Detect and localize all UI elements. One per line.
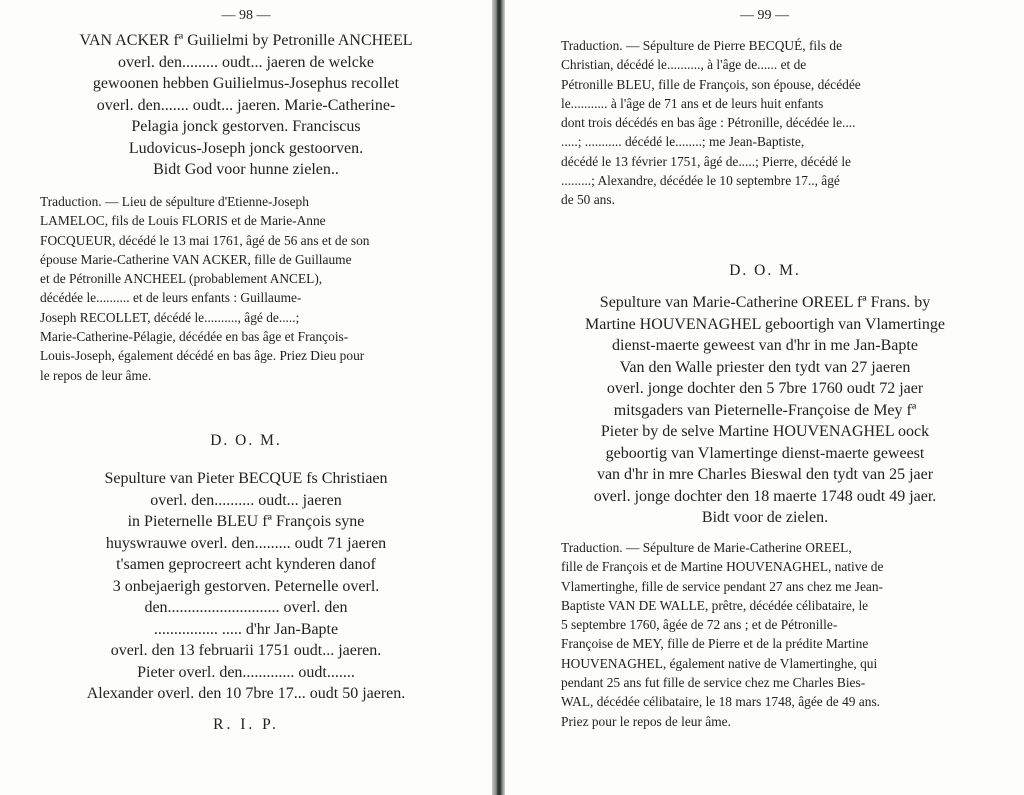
epitaph-line: huyswrauwe overl. den......... oudt 71 jaeren — [105, 534, 387, 552]
dutch-epitaph-2 — [40, 468, 452, 705]
traduction-line: Vlamertinghe, fille de service pendant 27 ans chez me Jean- — [561, 578, 883, 594]
epitaph-line: overl. den......... oudt... jaeren de welcke — [118, 53, 374, 71]
traduction-line: Françoise de MEY, fille de Pierre et de la prédite Martine — [561, 636, 869, 652]
traduction-paragraph-1 — [40, 192, 452, 385]
epitaph-line: overl. den 13 februarii 1751 oudt... jaeren. — [110, 642, 382, 659]
traduction-line: épouse Marie-Catherine VAN ACKER, fille de Guillaume — [40, 251, 352, 267]
dom-heading: D. O. M. — [729, 262, 801, 279]
epitaph-line: Sepulture van Marie-Catherine OREEL fª Frans. by — [599, 294, 931, 311]
traduction-line: dont trois décédés en bas âge : Pétronille, décédée le.... — [561, 115, 856, 131]
epitaph-line: Martine HOUVENAGHEL geboortigh van Vlamertinge — [585, 315, 945, 333]
epitaph-line: Bidt God voor hunne zielen.. — [153, 161, 339, 178]
traduction-line: fille de François et de Martine HOUVENAGHEL, native de — [561, 559, 884, 575]
traduction-line: Traduction. — Sépulture de Pierre BECQUÉ, fils de — [561, 38, 843, 53]
traduction-line: Louis-Joseph, également décédé en bas âge. Priez Dieu pour — [40, 348, 365, 364]
traduction-line: Traduction. — Sépulture de Marie-Catherine OREEL, — [561, 540, 852, 555]
epitaph-line: dienst-maerte geweest van d'hr in me Jan-Bapte — [612, 337, 918, 354]
section-heading-dom-right — [561, 262, 969, 280]
epitaph-line: den............................ overl. den — [144, 599, 348, 616]
page-number-right: — 99 — — [740, 8, 789, 23]
traduction-paragraph-right-2 — [561, 538, 969, 731]
epitaph-line: overl. jonge dochter den 18 maerte 1748 oudt 49 jaer. — [593, 487, 937, 505]
traduction-line: Baptiste VAN DE WALLE, prêtre, décédée célibataire, le — [561, 597, 869, 613]
traduction-line: et de Pétronille ANCHEEL (probablement ANCEL), — [40, 271, 323, 287]
epitaph-line: Alexander overl. den 10 7bre 17... oudt 50 jaeren. — [86, 685, 406, 702]
traduction-line: FOCQUEUR, décédé le 13 mai 1761, âgé de 56 ans et de son — [40, 232, 370, 248]
traduction-line: décédée le.......... et de leurs enfants : Guillaume- — [40, 290, 302, 306]
traduction-line: Christian, décédé le.........., à l'âge de...... et de — [561, 57, 807, 73]
section-heading-dom-left — [40, 432, 452, 450]
epitaph-line: VAN ACKER fª Guilielmi by Petronille ANCHEEL — [79, 32, 413, 49]
traduction-line: Traduction. — Lieu de sépulture d'Etienne-Joseph — [40, 194, 309, 209]
dutch-epitaph-1 — [40, 30, 452, 181]
traduction-line: .....; ........... décédé le........; me Jean-Baptiste, — [561, 134, 805, 150]
traduction-line: pendant 25 ans fut fille de service chez me Charles Bies- — [561, 675, 866, 691]
traduction-line: WAL, décédée célibataire, le 18 mars 1748, âgée de 49 ans. — [561, 694, 881, 710]
page-number-left: — 98 — — [221, 8, 271, 23]
epitaph-line: in Pieternelle BLEU fª François syne — [127, 513, 365, 530]
rip-text: R. I. P. — [213, 716, 279, 733]
epitaph-line: Ludovicus-Joseph jonck gestoorven. — [128, 139, 364, 157]
traduction-line: HOUVENAGHEL, également native de Vlamertinghe, qui — [561, 655, 878, 671]
epitaph-line: Van den Walle priester den tydt van 27 jaeren — [619, 358, 911, 376]
traduction-line: décédé le 13 février 1751, âgé de.....; Pierre, décédé le — [561, 153, 851, 169]
traduction-line: le repos de leur âme. — [40, 367, 152, 383]
epitaph-line: gewoonen hebben Guilielmus-Josephus recollet — [92, 75, 400, 92]
epitaph-line: Sepulture van Pieter BECQUE fs Christiaen — [104, 470, 388, 487]
epitaph-line: mitsgaders van Pieternelle-Françoise de Mey fª — [613, 401, 917, 419]
epitaph-line: Pieter by de selve Martine HOUVENAGHEL oock — [600, 423, 930, 440]
dom-heading: D. O. M. — [210, 432, 282, 449]
epitaph-line: Pelagia jonck gestorven. Franciscus — [131, 118, 361, 135]
traduction-line: .........; Alexandre, décédée le 10 septembre 17.., âgé — [561, 173, 840, 189]
book-gutter — [492, 0, 505, 795]
epitaph-line: overl. den.......... oudt... jaeren — [150, 491, 342, 509]
epitaph-line: 3 onbejaerigh gestorven. Peternelle overl. — [112, 577, 380, 595]
traduction-line: 5 septembre 1760, âgée de 72 ans ; et de Pétronille- — [561, 617, 838, 633]
traduction-paragraph-right-1 — [561, 36, 969, 210]
traduction-line: le........... à l'âge de 71 ans et de leurs huit enfants — [561, 95, 824, 111]
epitaph-line: van d'hr in mre Charles Bieswal den tydt van 25 jaer — [596, 466, 934, 483]
dutch-epitaph-right — [561, 292, 969, 529]
epitaph-line: Pieter overl. den............. oudt....... — [137, 663, 355, 681]
traduction-line: LAMELOC, fils de Louis FLORIS et de Marie-Anne — [40, 213, 326, 229]
epitaph-line: t'samen geprocreert acht kynderen danof — [116, 556, 376, 573]
right-page — [505, 0, 1024, 795]
left-page — [0, 0, 492, 795]
traduction-line: Pétronille BLEU, fille de François, son épouse, décédée — [561, 76, 861, 92]
traduction-line: Joseph RECOLLET, décédé le.........., âgé de.....; — [40, 309, 300, 325]
epitaph-line: overl. jonge dochter den 5 7bre 1760 oudt 72 jaer — [606, 380, 924, 397]
traduction-line: de 50 ans. — [561, 192, 615, 208]
closing-rip — [40, 716, 452, 734]
traduction-line: Marie-Catherine-Pélagie, décédée en bas âge et François- — [40, 329, 349, 345]
epitaph-line: overl. den....... oudt... jaeren. Marie-Catherine- — [96, 96, 396, 114]
epitaph-line: Bidt voor de zielen. — [701, 509, 829, 526]
epitaph-line: ................ ..... d'hr Jan-Bapte — [153, 620, 339, 638]
traduction-line: Priez pour le repos de leur âme. — [561, 713, 731, 729]
epitaph-line: geboortig van Vlamertinge dienst-maerte geweest — [605, 444, 925, 462]
